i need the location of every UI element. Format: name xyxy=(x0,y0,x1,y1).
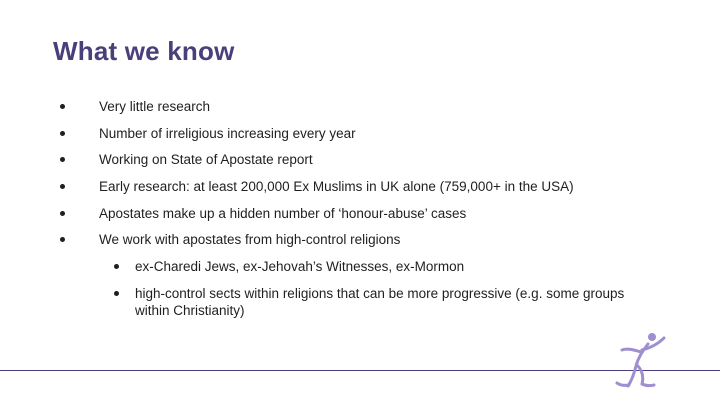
bullet-dot-icon xyxy=(114,291,119,296)
bullet-dot-icon xyxy=(60,211,65,216)
bullet-dot-icon xyxy=(60,104,65,109)
bullet-dot-icon xyxy=(60,131,65,136)
bullet-dot-icon xyxy=(114,264,119,269)
bullet-dot-icon xyxy=(60,157,65,162)
figure-logo-icon xyxy=(608,328,672,392)
slide-title: What we know xyxy=(53,36,235,66)
bullet-dot-icon xyxy=(60,237,65,242)
slide: What we know Very little research Number of irreligious increasing every year Working on State of Apostate report Early research: at least 200,000 Ex Muslims in UK alone (759,000+ in the USA) Apostates make up a hidden number of ‘honour-abuse’ cases We work with apostates from high-control religions ex-Charedi Jews, ex-Jehovah’s Witnesses, ex-Mormon high-control sects within religions that can be more progressive (e.g. some groups within Christianity) xyxy=(0,0,720,405)
bullet-dot-icon xyxy=(60,184,65,189)
